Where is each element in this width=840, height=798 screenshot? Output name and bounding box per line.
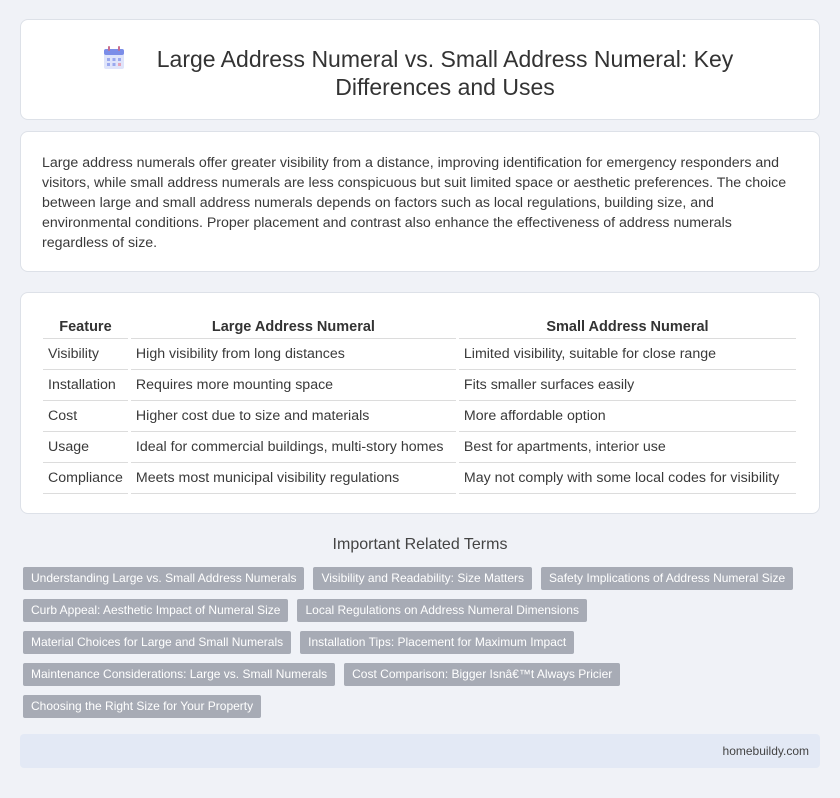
table-cell: Requires more mounting space: [129, 369, 457, 400]
table-row: [43, 431, 796, 462]
table-cell: Meets most municipal visibility regulations: [129, 462, 457, 493]
related-term-tag[interactable]: Understanding Large vs. Small Address Numerals: [23, 567, 304, 590]
related-term-tag[interactable]: Maintenance Considerations: Large vs. Small Numerals: [23, 663, 335, 686]
related-term-tag[interactable]: Local Regulations on Address Numeral Dimensions: [297, 599, 586, 622]
intro-paragraph: Large address numerals offer greater visibility from a distance, improving identification for emergency responders and visitors, while small address numerals are less conspicuous but suit limited space or aesthetic preferences. The choice between large and small address numerals depends on factors such as local regulations, building size, and environmental conditions. Proper placement and contrast also enhance the effectiveness of address numerals regardless of size.: [42, 155, 787, 251]
page-title: Large Address Numeral vs. Small Address Numeral: Key Differences and Uses: [156, 46, 734, 100]
table-cell: Usage: [43, 431, 129, 462]
intro-card: [20, 131, 820, 272]
related-term-tag[interactable]: Installation Tips: Placement for Maximum Impact: [300, 631, 574, 654]
table-cell: Higher cost due to size and materials: [129, 400, 457, 431]
table-row: [43, 400, 796, 431]
header-large: Large Address Numeral: [129, 316, 457, 338]
table-cell: High visibility from long distances: [129, 338, 457, 369]
table-cell: Visibility: [43, 338, 129, 369]
table-cell: Installation: [43, 369, 129, 400]
title-card: [20, 19, 820, 120]
related-term-tag[interactable]: Safety Implications of Address Numeral Size: [541, 567, 793, 590]
related-terms-heading: Important Related Terms: [332, 536, 508, 553]
footer-site-name[interactable]: homebuildy.com: [722, 744, 809, 758]
table-cell: Best for apartments, interior use: [457, 431, 796, 462]
related-term-tag[interactable]: Material Choices for Large and Small Numerals: [23, 631, 291, 654]
related-term-tag[interactable]: Cost Comparison: Bigger Isnâ€™t Always Pricier: [344, 663, 620, 686]
table-cell: May not comply with some local codes for visibility: [457, 462, 796, 493]
header-small: Small Address Numeral: [457, 316, 796, 338]
table-cell: Cost: [43, 400, 129, 431]
footer-bar: [20, 734, 820, 768]
table-header-row: [43, 316, 796, 338]
table-cell: More affordable option: [457, 400, 796, 431]
table-row: [43, 462, 796, 493]
table-cell: Fits smaller surfaces easily: [457, 369, 796, 400]
table-cell: Ideal for commercial buildings, multi-story homes: [129, 431, 457, 462]
comparison-table: [43, 316, 796, 494]
table-cell: Compliance: [43, 462, 129, 493]
table-row: [43, 369, 796, 400]
related-term-tag[interactable]: Visibility and Readability: Size Matters: [313, 567, 532, 590]
table-cell: Limited visibility, suitable for close range: [457, 338, 796, 369]
comparison-card: [20, 292, 820, 514]
related-terms-list: [23, 567, 803, 718]
related-term-tag[interactable]: Curb Appeal: Aesthetic Impact of Numeral Size: [23, 599, 288, 622]
table-row: [43, 338, 796, 369]
header-feature: Feature: [43, 316, 129, 338]
related-term-tag[interactable]: Choosing the Right Size for Your Property: [23, 695, 261, 718]
